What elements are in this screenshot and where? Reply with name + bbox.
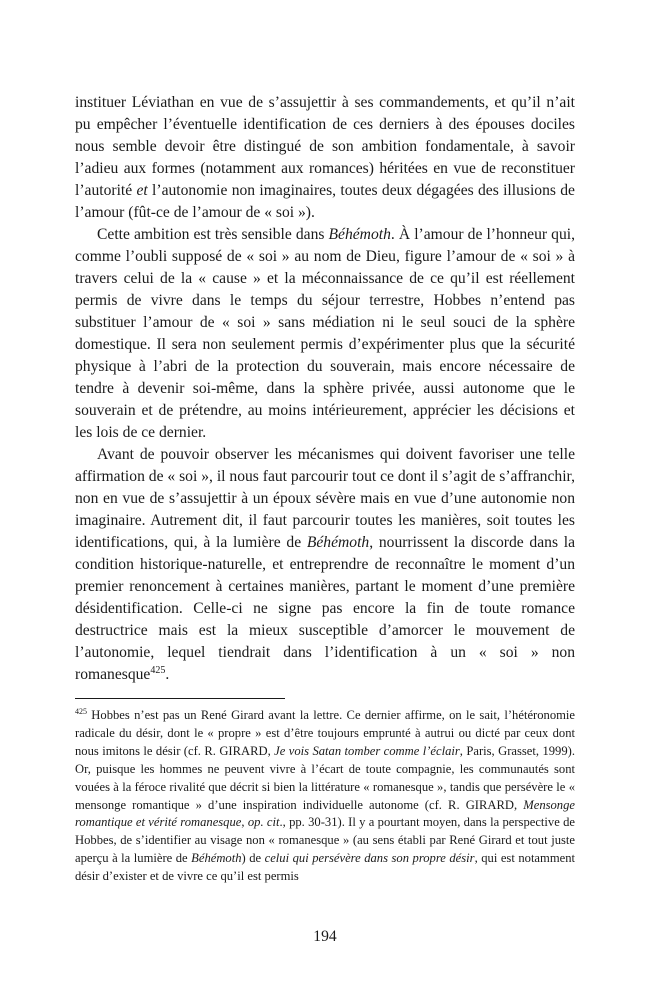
italic-run: Mensonge romantique et vérité romanesque: [75, 797, 575, 830]
italic-run: celui qui persévère dans son propre désir: [264, 851, 475, 866]
text-run: , qui est notamment désir d’exister et de vivre ce qu’il est permis: [75, 851, 576, 884]
italic-run: Béhémoth: [191, 851, 242, 866]
text-run: .: [165, 666, 170, 683]
footnote-text: [75, 707, 575, 886]
page-content: [75, 92, 575, 886]
text-run: instituer Léviathan en vue de s’assujettir à ses commandements, et qu’il n’ait pu empêcher l’éventuelle identification de ces derniers à des épouses dociles nous semble devoir être distingué de son ambition fondamentale, à savoir l’adieu aux formes (notamment aux romances) héritées en vue de reconstituer l’autorité: [75, 94, 575, 199]
text-run: l’autonomie non imaginaires, toutes deux dégagées des illusions de l’amour (fût-ce de l’amour de « soi »).: [75, 182, 575, 221]
footnote-425: [75, 707, 575, 886]
page-number: 194: [313, 928, 337, 945]
paragraph-3: [75, 444, 575, 686]
paragraph-1: [75, 92, 575, 224]
footnote-reference[interactable]: 425: [150, 664, 166, 676]
italic-run: Béhémoth: [328, 226, 391, 243]
text-run: . À l’amour de l’honneur qui, comme l’oubli supposé de « soi » au nom de Dieu, figure l’amour de « soi » à travers celui de la « cause » et la méconnaissance de ce qu’il est réellement permis de vivre dans le temps du séjour terrestre, Hobbes n’entend pas substituer l’amour de « soi » sans médiation ni le seul souci de la sphère domestique. Il sera non seulement permis d’expérimenter plus que la sécurité physique à l’abri de la protection du souverain, mais encore nécessaire de tendre à devenir soi-même, dans la sphère privée, aussi autonome que le souverain et de prétendre, au moins intérieurement, apprécier les décisions et les lois de ce dernier.: [75, 226, 575, 441]
italic-run: Béhémoth: [306, 534, 370, 551]
text-run: Avant de pouvoir observer les mécanismes qui doivent favoriser une telle affirmation de « soi », il nous faut parcourir tout ce dont il s’agit de s’affranchir, non en vue de s’assujettir à un époux sévère mais en vue d’une autonomie non imaginaire. Autrement dit, il faut parcourir toutes les manières, soit toutes les identifications, qui, à la lumière de: [75, 446, 575, 551]
footnote-number: 425: [75, 706, 87, 716]
text-run: ) de: [241, 851, 265, 866]
italic-run: Je vois Satan tomber comme l’éclair: [274, 743, 460, 758]
text-run: , Paris, Grasset, 1999). Or, puisque les hommes ne peuvent vivre à l’écart de toute compagnie, les communautés sont vouées à la féroce rivalité que décrit si bien la littérature « romanesque », tandis que persévère le « mensonge romantique » d’une inspiration individuelle autonome (cf. R. GIRARD,: [75, 743, 575, 812]
text-run: Hobbes n’est pas un René Girard avant la lettre. Ce dernier affirme, on le sait, l’hétéronomie radicale du désir, dont le « propre » est d’être toujours emprunté à autrui ou dicté par ceux dont nous imitons le désir (cf. R. GIRARD,: [75, 708, 575, 758]
text-run: Cette ambition est très sensible dans: [97, 226, 329, 243]
text-run: , nourrissent la discorde dans la condition historique-naturelle, et entreprendre de reconnaître le moment d’un premier renoncement à certaines manières, partant le moment d’une première désidentification. Celle-ci ne signe pas encore la fin de toute romance destructrice mais est la mieux susceptible d’amorcer le mouvement de l’autonomie, lequel tiendrait dans l’identification à un « soi » non romanesque: [75, 534, 575, 683]
footnote-separator: [75, 698, 285, 699]
main-text: [75, 92, 575, 686]
text-run: ,: [241, 815, 248, 830]
italic-run: op. cit: [247, 815, 280, 830]
text-run: ., pp. 30-31). Il y a pourtant moyen, dans la perspective de Hobbes, de s’identifier au visage non « romanesque » (au sens établi par René Girard et tout juste aperçu à la lumière de: [75, 815, 575, 866]
paragraph-2: [75, 224, 575, 444]
italic-run: et: [136, 182, 148, 199]
